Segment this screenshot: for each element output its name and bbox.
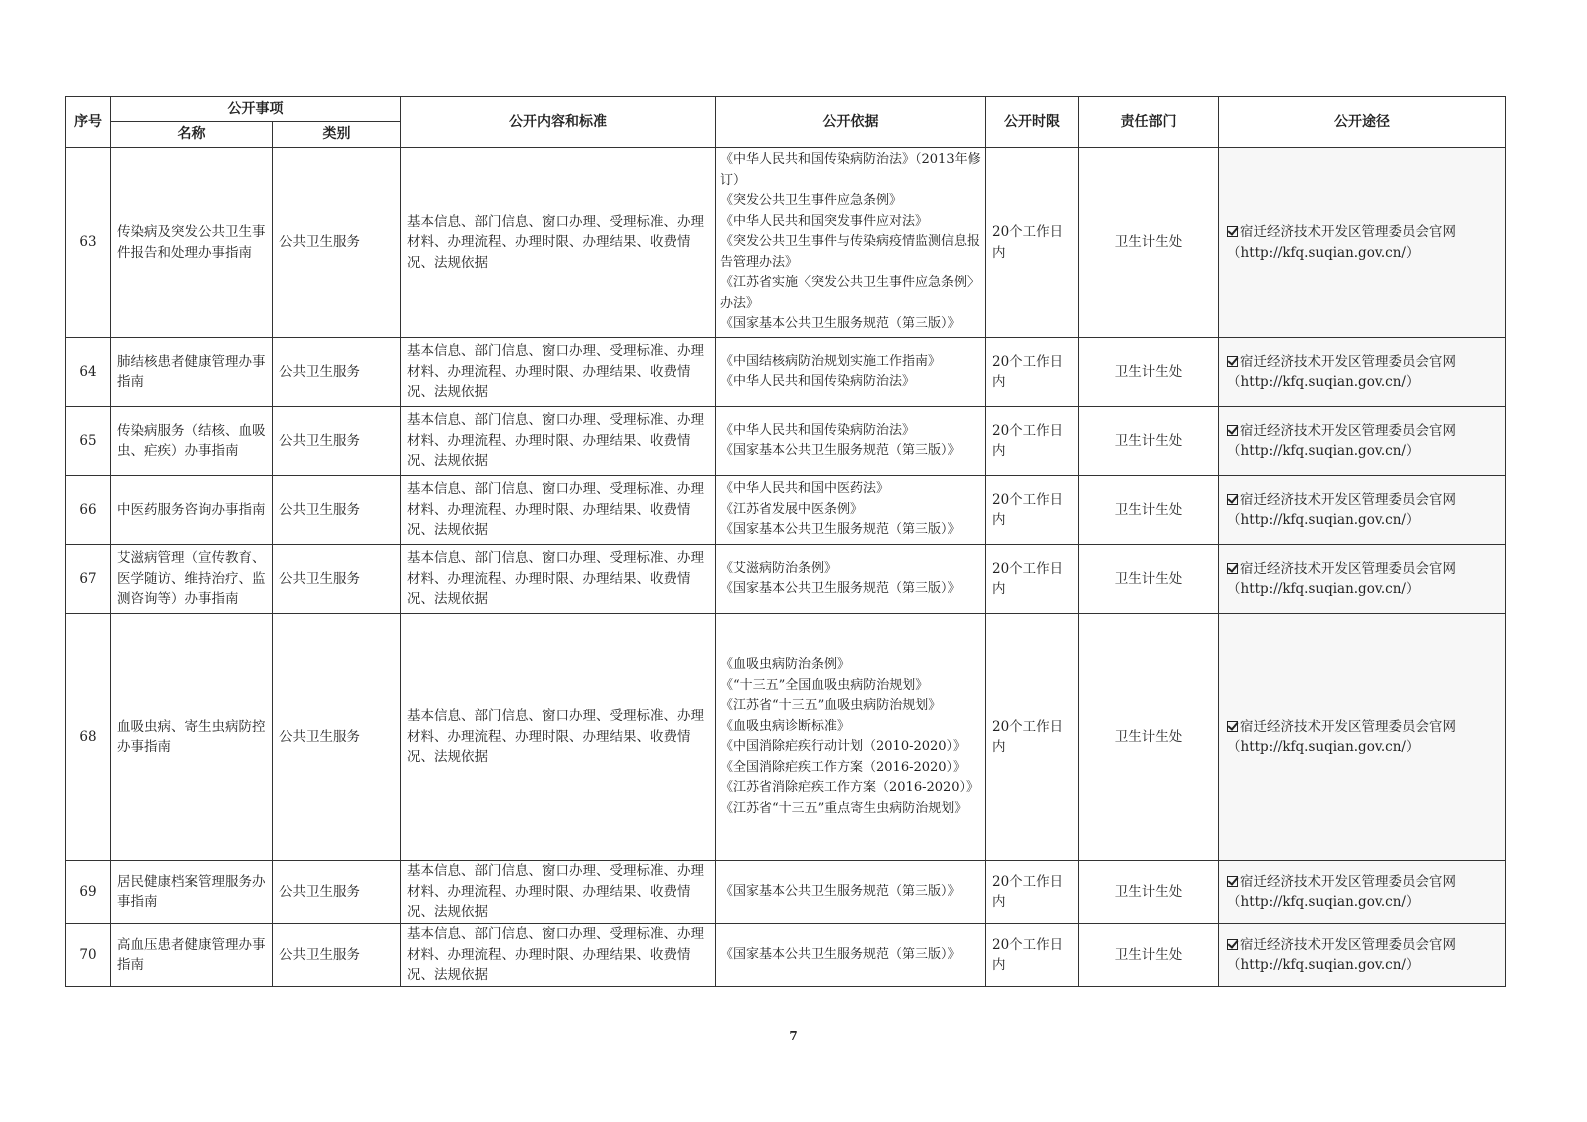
row-category: 公共卫生服务	[273, 148, 401, 338]
row-category: 公共卫生服务	[273, 614, 401, 861]
basis-item: 《中国结核病防治规划实施工作指南》	[720, 353, 942, 369]
channel-url[interactable]: （http://kfq.suqian.gov.cn/）	[1227, 739, 1420, 755]
row-seq: 66	[66, 476, 111, 545]
row-content: 基本信息、部门信息、窗口办理、受理标准、办理材料、办理流程、办理时限、办理结果、收费情况、法规依据	[401, 614, 716, 861]
basis-item: 《血吸虫病防治条例》	[720, 657, 851, 672]
row-channel	[1219, 476, 1506, 545]
row-content: 基本信息、部门信息、窗口办理、受理标准、办理材料、办理流程、办理时限、办理结果、收费情况、法规依据	[401, 338, 716, 407]
row-time-limit: 20个工作日内	[986, 861, 1079, 924]
basis-item: 《突发公共卫生事件应急条例》	[720, 193, 903, 209]
row-content: 基本信息、部门信息、窗口办理、受理标准、办理材料、办理流程、办理时限、办理结果、收费情况、法规依据	[401, 476, 716, 545]
basis-item: 《国家基本公共卫生服务规范（第三版）》	[720, 316, 961, 332]
header-public-item: 公开事项	[111, 97, 401, 122]
header-category: 类别	[273, 122, 401, 148]
row-basis	[716, 545, 986, 614]
row-department: 卫生计生处	[1079, 861, 1219, 924]
row-seq: 69	[66, 861, 111, 924]
basis-item: 《江苏省“十三五”重点寄生虫病防治规划》	[720, 800, 968, 816]
header-channel: 公开途径	[1219, 97, 1506, 148]
row-channel	[1219, 407, 1506, 476]
channel-url[interactable]: （http://kfq.suqian.gov.cn/）	[1227, 581, 1420, 597]
channel-url[interactable]: （http://kfq.suqian.gov.cn/）	[1227, 443, 1420, 459]
row-seq: 68	[66, 614, 111, 861]
row-category: 公共卫生服务	[273, 924, 401, 987]
table-row	[66, 338, 1506, 407]
table-row	[66, 476, 1506, 545]
table-header	[66, 97, 1506, 148]
basis-item: 《中国消除疟疾行动计划（2010-2020）》	[720, 739, 967, 754]
basis-item: 《“十三五”全国血吸虫病防治规划》	[720, 677, 929, 693]
row-basis	[716, 338, 986, 407]
row-content: 基本信息、部门信息、窗口办理、受理标准、办理材料、办理流程、办理时限、办理结果、收费情况、法规依据	[401, 407, 716, 476]
row-time-limit: 20个工作日内	[986, 148, 1079, 338]
basis-item: 《中华人民共和国传染病防治法》	[720, 422, 916, 438]
row-channel	[1219, 861, 1506, 924]
row-channel	[1219, 924, 1506, 987]
basis-item: 《江苏省发展中医条例》	[720, 501, 864, 517]
table-row	[66, 861, 1506, 924]
basis-item: 《江苏省消除疟疾工作方案（2016-2020）》	[720, 780, 980, 795]
header-content: 公开内容和标准	[401, 97, 716, 148]
channel-name: 宿迁经济技术开发区管理委员会官网	[1240, 936, 1456, 953]
channel-url[interactable]: （http://kfq.suqian.gov.cn/）	[1227, 374, 1420, 390]
row-name: 艾滋病管理（宣传教育、医学随访、维持治疗、监测咨询等）办事指南	[111, 545, 273, 614]
basis-item: 《国家基本公共卫生服务规范（第三版）》	[720, 581, 961, 596]
basis-item: 《艾滋病防治条例》	[720, 560, 838, 576]
basis-item: 《国家基本公共卫生服务规范（第三版）》	[720, 946, 961, 962]
basis-item: 《血吸虫病诊断标准》	[720, 718, 851, 734]
basis-item: 《中华人民共和国中医药法》	[720, 481, 890, 497]
channel-name: 宿迁经济技术开发区管理委员会官网	[1240, 353, 1456, 370]
row-name: 血吸虫病、寄生虫病防控办事指南	[111, 614, 273, 861]
row-time-limit: 20个工作日内	[986, 476, 1079, 545]
channel-name: 宿迁经济技术开发区管理委员会官网	[1240, 560, 1456, 577]
row-time-limit: 20个工作日内	[986, 545, 1079, 614]
basis-item: 《江苏省实施〈突发公共卫生事件应急条例〉办法》	[720, 275, 981, 311]
row-basis	[716, 614, 986, 861]
basis-item: 《中华人民共和国突发事件应对法》	[720, 213, 929, 229]
row-channel	[1219, 338, 1506, 407]
header-department: 责任部门	[1079, 97, 1219, 148]
row-department: 卫生计生处	[1079, 338, 1219, 407]
row-time-limit: 20个工作日内	[986, 614, 1079, 861]
table-row	[66, 545, 1506, 614]
row-name: 肺结核患者健康管理办事指南	[111, 338, 273, 407]
table-row	[66, 407, 1506, 476]
row-department: 卫生计生处	[1079, 614, 1219, 861]
row-content: 基本信息、部门信息、窗口办理、受理标准、办理材料、办理流程、办理时限、办理结果、收费情况、法规依据	[401, 924, 716, 987]
row-channel	[1219, 545, 1506, 614]
checkbox-checked-icon	[1227, 876, 1238, 887]
row-department: 卫生计生处	[1079, 476, 1219, 545]
table-row	[66, 148, 1506, 338]
row-basis	[716, 861, 986, 924]
header-basis: 公开依据	[716, 97, 986, 148]
row-seq: 65	[66, 407, 111, 476]
basis-item: 《中华人民共和国传染病防治法》（2013年修订）	[720, 152, 981, 188]
channel-name: 宿迁经济技术开发区管理委员会官网	[1240, 422, 1456, 439]
row-department: 卫生计生处	[1079, 407, 1219, 476]
row-time-limit: 20个工作日内	[986, 924, 1079, 987]
header-name: 名称	[111, 122, 273, 148]
row-name: 居民健康档案管理服务办事指南	[111, 861, 273, 924]
basis-item: 《突发公共卫生事件与传染病疫情监测信息报告管理办法》	[720, 234, 981, 270]
row-seq: 63	[66, 148, 111, 338]
channel-url[interactable]: （http://kfq.suqian.gov.cn/）	[1227, 512, 1420, 528]
row-name: 传染病服务（结核、血吸虫、疟疾）办事指南	[111, 407, 273, 476]
checkbox-checked-icon	[1227, 494, 1238, 505]
row-channel	[1219, 614, 1506, 861]
header-seq: 序号	[66, 97, 111, 148]
table-row	[66, 614, 1506, 861]
disclosure-table	[65, 96, 1506, 987]
header-time-limit: 公开时限	[986, 97, 1079, 148]
row-seq: 64	[66, 338, 111, 407]
row-basis	[716, 924, 986, 987]
row-content: 基本信息、部门信息、窗口办理、受理标准、办理材料、办理流程、办理时限、办理结果、收费情况、法规依据	[401, 148, 716, 338]
checkbox-checked-icon	[1227, 425, 1238, 436]
basis-item: 《江苏省“十三五”血吸虫病防治规划》	[720, 698, 942, 713]
row-category: 公共卫生服务	[273, 545, 401, 614]
channel-name: 宿迁经济技术开发区管理委员会官网	[1240, 491, 1456, 508]
row-basis	[716, 148, 986, 338]
basis-item: 《全国消除疟疾工作方案（2016-2020）》	[720, 759, 967, 775]
checkbox-checked-icon	[1227, 721, 1238, 732]
channel-name: 宿迁经济技术开发区管理委员会官网	[1240, 873, 1456, 890]
row-name: 中医药服务咨询办事指南	[111, 476, 273, 545]
row-category: 公共卫生服务	[273, 338, 401, 407]
row-time-limit: 20个工作日内	[986, 338, 1079, 407]
row-seq: 67	[66, 545, 111, 614]
row-time-limit: 20个工作日内	[986, 407, 1079, 476]
channel-name: 宿迁经济技术开发区管理委员会官网	[1240, 224, 1456, 240]
row-channel	[1219, 148, 1506, 338]
row-category: 公共卫生服务	[273, 861, 401, 924]
channel-url[interactable]: （http://kfq.suqian.gov.cn/）	[1227, 894, 1420, 910]
row-content: 基本信息、部门信息、窗口办理、受理标准、办理材料、办理流程、办理时限、办理结果、收费情况、法规依据	[401, 861, 716, 924]
row-department: 卫生计生处	[1079, 545, 1219, 614]
checkbox-checked-icon	[1227, 356, 1238, 367]
row-department: 卫生计生处	[1079, 924, 1219, 987]
channel-url[interactable]: （http://kfq.suqian.gov.cn/）	[1227, 957, 1420, 973]
row-category: 公共卫生服务	[273, 476, 401, 545]
channel-url[interactable]: （http://kfq.suqian.gov.cn/）	[1227, 244, 1420, 261]
checkbox-checked-icon	[1227, 563, 1238, 574]
basis-item: 《国家基本公共卫生服务规范（第三版）》	[720, 522, 961, 538]
row-seq: 70	[66, 924, 111, 987]
row-name: 高血压患者健康管理办事指南	[111, 924, 273, 987]
basis-item: 《国家基本公共卫生服务规范（第三版）》	[720, 883, 961, 899]
row-category: 公共卫生服务	[273, 407, 401, 476]
basis-item: 《中华人民共和国传染病防治法》	[720, 374, 916, 389]
table-body	[66, 148, 1506, 987]
table-row	[66, 924, 1506, 987]
row-basis	[716, 407, 986, 476]
channel-name: 宿迁经济技术开发区管理委员会官网	[1240, 718, 1456, 735]
page-number: 7	[789, 1029, 798, 1043]
row-name: 传染病及突发公共卫生事件报告和处理办事指南	[111, 148, 273, 338]
checkbox-checked-icon	[1227, 939, 1238, 950]
row-basis	[716, 476, 986, 545]
row-content: 基本信息、部门信息、窗口办理、受理标准、办理材料、办理流程、办理时限、办理结果、收费情况、法规依据	[401, 545, 716, 614]
basis-item: 《国家基本公共卫生服务规范（第三版）》	[720, 443, 961, 458]
row-department: 卫生计生处	[1079, 148, 1219, 338]
checkbox-checked-icon	[1227, 226, 1238, 237]
